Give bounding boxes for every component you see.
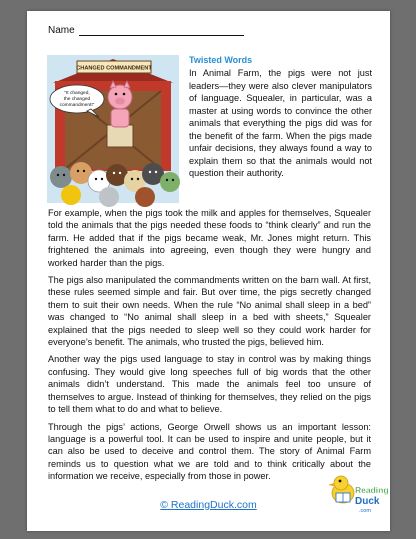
- speech-line-3: commandment!": [59, 103, 95, 108]
- name-row: [48, 25, 244, 36]
- sign-text: CHANGED COMMANDMENT: [76, 65, 152, 72]
- paragraph-lesson: Through the pigs’ actions, George Orwell shows us an important lesson: language is a powerful tool. It can be used to inspire and unite people, but it can also be used to deceive and control them. The story of Animal Farm reminds us to question what we are told and to think critically about the information we receive, especially from those in power.: [48, 421, 371, 482]
- logo-suffix: .com: [359, 508, 371, 514]
- paragraph-commandments: The pigs also manipulated the commandments written on the barn wall. At first, these rules seemed simple and fair. But over time, the pigs secretly changed them to suit their own needs. When the rule “No animal shall sleep in a bed” was changed to “No animal shall sleep in a bed with sheets,” Squealer explained that the pigs needed to sleep well so they could work harder for everyone’s benefit. The animals, who trusted the pigs, believed him.: [48, 275, 371, 348]
- animal-farm-illustration: [47, 55, 179, 203]
- speech-line-2: the changed: [63, 97, 91, 102]
- article-title: Twisted Words: [189, 55, 253, 65]
- intro-paragraph: In Animal Farm, the pigs were not just leaders—they were also clever manipulators of language. Squealer, in particular, was a master at using words to convince the other animals that everything the pigs did was for the benefit of the farm. When the pigs made unfair decisions, they always found a way to explain them so that the animals would not question their authority.: [189, 68, 372, 178]
- logo-word-duck: Duck: [355, 496, 380, 507]
- speech-line-1: "It changed,: [64, 91, 90, 96]
- name-line: [79, 26, 244, 36]
- worksheet-page: [27, 11, 390, 531]
- article-body: [48, 207, 371, 488]
- copyright-link[interactable]: © ReadingDuck.com: [160, 499, 257, 511]
- paragraph-milk-apples: For example, when the pigs took the milk and apples for themselves, Squealer told the animals that the pigs needed these foods to “think clearly” and run the farm. He added that if the pigs became weak, Mr. Jones might return. This frightened the animals into agreeing, even though they were hungry and worked harder than the pigs.: [48, 208, 371, 268]
- logo-word-reading: Reading: [355, 485, 389, 495]
- paragraph-confusing-language: Another way the pigs used language to stay in control was by making things confusing. They would give long speeches full of big words that the other animals didn’t understand. This made the animals feel too unsure of themselves to argue. Instead of thinking for themselves, they relied on the pigs to tell them what to do and what to believe.: [48, 354, 371, 415]
- reading-duck-logo: [325, 471, 389, 523]
- name-label: Name: [48, 25, 75, 36]
